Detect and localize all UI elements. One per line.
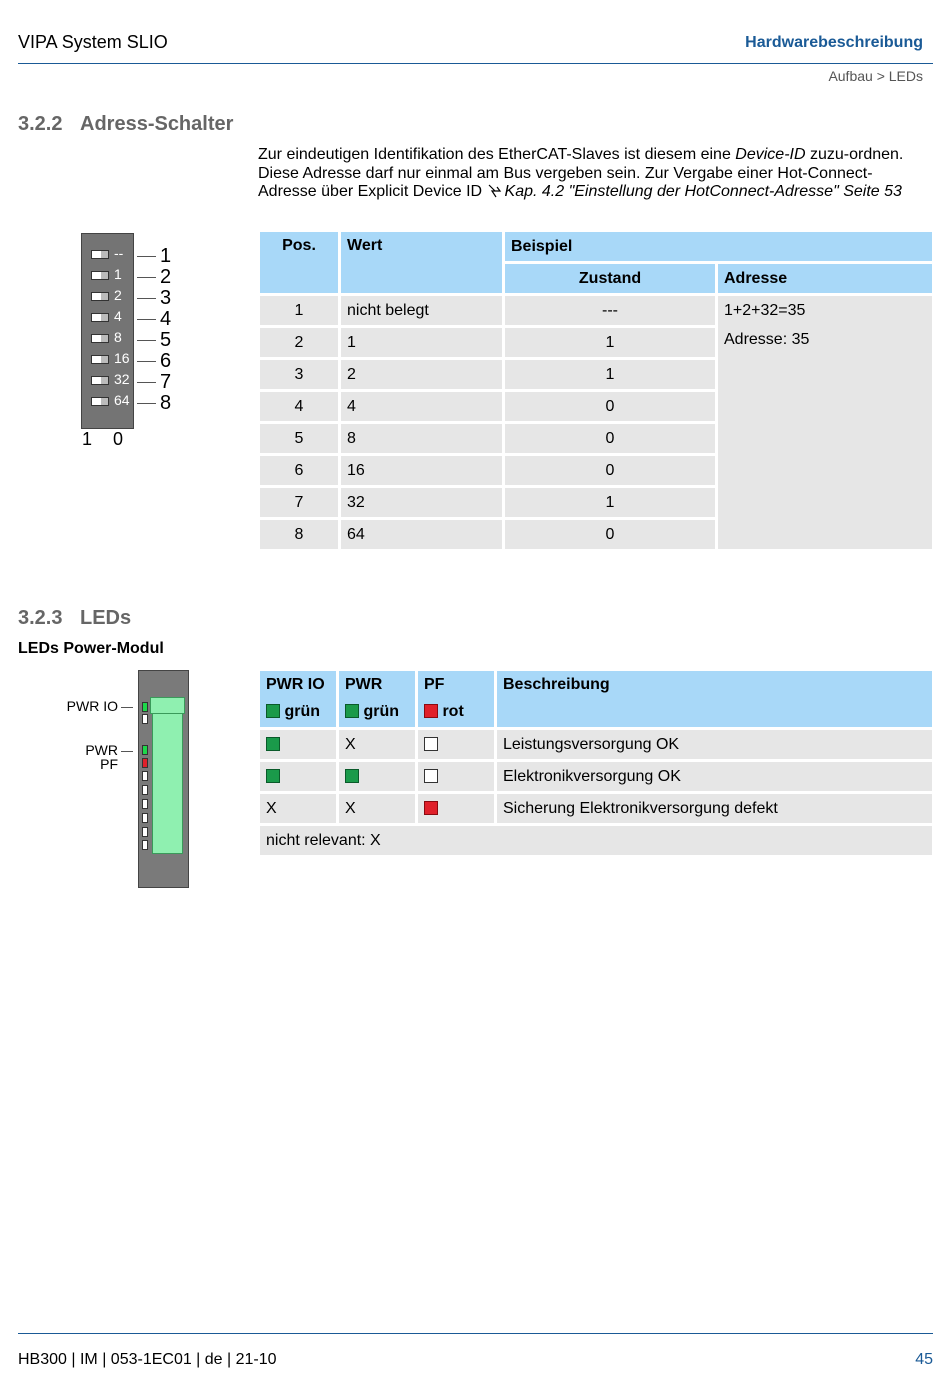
header-pwr-io: PWR IO (266, 676, 325, 693)
col-header-zustand: Zustand (505, 264, 715, 293)
breadcrumb: Aufbau > LEDs (828, 68, 923, 84)
led-off-icon (424, 737, 438, 751)
dip-position-number: 3 (160, 287, 172, 309)
address-switch-table (257, 229, 935, 552)
intro-text-1: Zur eindeutigen Identifikation des EtherCAT-Slaves ist diesem eine (258, 146, 736, 163)
cell-led-state (418, 730, 494, 759)
leader-line (137, 340, 156, 341)
dip-position-number: 1 (160, 245, 172, 267)
cell-pos: 7 (260, 488, 338, 517)
col-header-beispiel: Beispiel (505, 232, 932, 261)
color-label: grün (363, 703, 399, 720)
module-led (142, 785, 148, 795)
section-heading-leds (18, 607, 131, 630)
col-header-adresse: Adresse (718, 264, 932, 293)
dip-switch-toggle (91, 313, 109, 322)
green-led-icon (345, 704, 359, 718)
module-led (142, 745, 148, 755)
cell-led-state (418, 762, 494, 791)
table-row (260, 794, 932, 823)
adresse-calc: 1+2+32=35 (724, 302, 806, 319)
dip-switch-toggle (91, 292, 109, 301)
dip-switch-toggle (91, 355, 109, 364)
footer-doc-id: HB300 | IM | 053-1EC01 | de | 21-10 (18, 1351, 277, 1368)
intro-link-chapter[interactable]: Kap. 4.2 "Einstellung der HotConnect-Adresse" Seite 53 (504, 183, 902, 200)
dip-switch-toggle (91, 397, 109, 406)
header-pwr: PWR (345, 676, 383, 693)
section-number: 3.2.3 (18, 607, 63, 629)
cell-zustand: 0 (505, 456, 715, 485)
color-label: grün (284, 703, 320, 720)
cell-pos: 6 (260, 456, 338, 485)
leader-line (121, 751, 133, 752)
cell-pos: 1 (260, 296, 338, 325)
dip-switch-toggle (91, 376, 109, 385)
module-led (142, 813, 148, 823)
leader-line (137, 298, 156, 299)
label-pf: PF (100, 756, 118, 772)
cell-not-relevant: X (260, 794, 336, 823)
intro-paragraph (258, 146, 918, 202)
module-light-strip (152, 700, 183, 854)
module-led (142, 827, 148, 837)
cell-zustand: 0 (505, 520, 715, 549)
col-header-pf (418, 671, 494, 727)
cell-pos: 4 (260, 392, 338, 421)
leader-line (137, 382, 156, 383)
dip-position-number: 6 (160, 350, 172, 372)
dip-state-on: 1 (82, 429, 93, 449)
section-title: LEDs (80, 607, 132, 629)
col-header-beschreibung: Beschreibung (497, 671, 932, 727)
cell-pos: 3 (260, 360, 338, 389)
footer-divider (18, 1333, 933, 1334)
col-header-wert: Wert (341, 232, 502, 293)
cell-wert: 64 (341, 520, 502, 549)
cell-wert: 16 (341, 456, 502, 485)
dip-switch-toggle (91, 271, 109, 280)
dip-state-off: 0 (113, 429, 124, 449)
dip-switch-value-label: 8 (114, 329, 122, 345)
cell-led-state (339, 762, 415, 791)
cell-wert: 8 (341, 424, 502, 453)
cell-zustand: 1 (505, 328, 715, 357)
led-off-icon (424, 769, 438, 783)
cell-led-state (260, 762, 336, 791)
leader-line (121, 707, 133, 708)
cell-zustand: --- (505, 296, 715, 325)
col-header-pos: Pos. (260, 232, 338, 293)
cell-led-state (418, 794, 494, 823)
dip-switch-value-label: 16 (114, 350, 130, 366)
leader-line (137, 256, 156, 257)
cell-not-relevant: X (339, 794, 415, 823)
dip-switch-toggle (91, 334, 109, 343)
section-heading-address-switch (18, 113, 233, 136)
link-arrow-icon (487, 184, 502, 198)
cell-zustand: 0 (505, 392, 715, 421)
table-row (260, 296, 932, 325)
cell-adresse (718, 296, 932, 549)
cell-not-relevant: X (339, 730, 415, 759)
red-led-icon (424, 801, 438, 815)
cell-wert: 1 (341, 328, 502, 357)
leader-line (137, 319, 156, 320)
power-module-graphic (55, 668, 195, 893)
section-number: 3.2.2 (18, 113, 63, 135)
col-header-pwr-io (260, 671, 336, 727)
green-led-icon (345, 769, 359, 783)
label-pwr-io: PWR IO (66, 698, 118, 714)
green-led-icon (266, 769, 280, 783)
dip-switch-value-label: 64 (114, 392, 130, 408)
header-pwr-io-color (266, 703, 330, 721)
cell-led-state (260, 730, 336, 759)
module-led (142, 799, 148, 809)
cell-zustand: 1 (505, 488, 715, 517)
leader-line (137, 361, 156, 362)
red-led-icon (424, 704, 438, 718)
dip-position-number: 2 (160, 266, 172, 288)
led-table (257, 668, 935, 858)
header-section: Hardwarebeschreibung (745, 34, 923, 51)
header-pwr-color (345, 703, 409, 721)
intro-text-2: zuzu-ordnen. Diese Adresse darf nur einmal am Bus vergeben sein. Zur Vergabe einer Hot-Connect-Adresse über Explicit Device ID (258, 146, 904, 200)
cell-zustand: 0 (505, 424, 715, 453)
subheading-leds-power-module: LEDs Power-Modul (18, 640, 164, 657)
dip-switch-value-label: 2 (114, 287, 122, 303)
cell-wert: 2 (341, 360, 502, 389)
module-top-bar (150, 697, 185, 714)
module-led (142, 702, 148, 712)
dip-switch-toggle (91, 250, 109, 259)
adresse-result: Adresse: 35 (724, 331, 810, 348)
cell-zustand: 1 (505, 360, 715, 389)
cell-pos: 5 (260, 424, 338, 453)
dip-position-number: 7 (160, 371, 172, 393)
dip-switch-value-label: -- (114, 245, 124, 261)
leader-line (137, 277, 156, 278)
section-title: Adress-Schalter (80, 113, 234, 135)
cell-description: Elektronikversorgung OK (497, 762, 932, 791)
col-header-pwr (339, 671, 415, 727)
dip-position-number: 4 (160, 308, 172, 330)
table-row (260, 730, 932, 759)
module-led (142, 714, 148, 724)
header-divider (18, 63, 933, 64)
module-led (142, 840, 148, 850)
dip-switch-value-label: 1 (114, 266, 122, 282)
header-pf-color (424, 703, 488, 721)
cell-wert: nicht belegt (341, 296, 502, 325)
green-led-icon (266, 704, 280, 718)
dip-position-number: 8 (160, 392, 172, 414)
table-row (260, 762, 932, 791)
leader-line (137, 403, 156, 404)
page-number: 45 (915, 1351, 933, 1368)
note-not-relevant: nicht relevant: X (260, 826, 932, 855)
dip-switch-value-label: 4 (114, 308, 122, 324)
module-led (142, 771, 148, 781)
label-pwr: PWR (85, 742, 118, 758)
module-led (142, 758, 148, 768)
cell-wert: 4 (341, 392, 502, 421)
cell-wert: 32 (341, 488, 502, 517)
cell-description: Sicherung Elektronikversorgung defekt (497, 794, 932, 823)
green-led-icon (266, 737, 280, 751)
cell-pos: 2 (260, 328, 338, 357)
header-pf: PF (424, 676, 445, 693)
intro-em-device-id: Device-ID (735, 146, 806, 163)
dip-position-number: 5 (160, 329, 172, 351)
dip-switch-graphic (78, 230, 208, 455)
color-label: rot (442, 703, 464, 720)
cell-description: Leistungsversorgung OK (497, 730, 932, 759)
header-title: VIPA System SLIO (18, 32, 168, 52)
cell-pos: 8 (260, 520, 338, 549)
dip-switch-value-label: 32 (114, 371, 130, 387)
